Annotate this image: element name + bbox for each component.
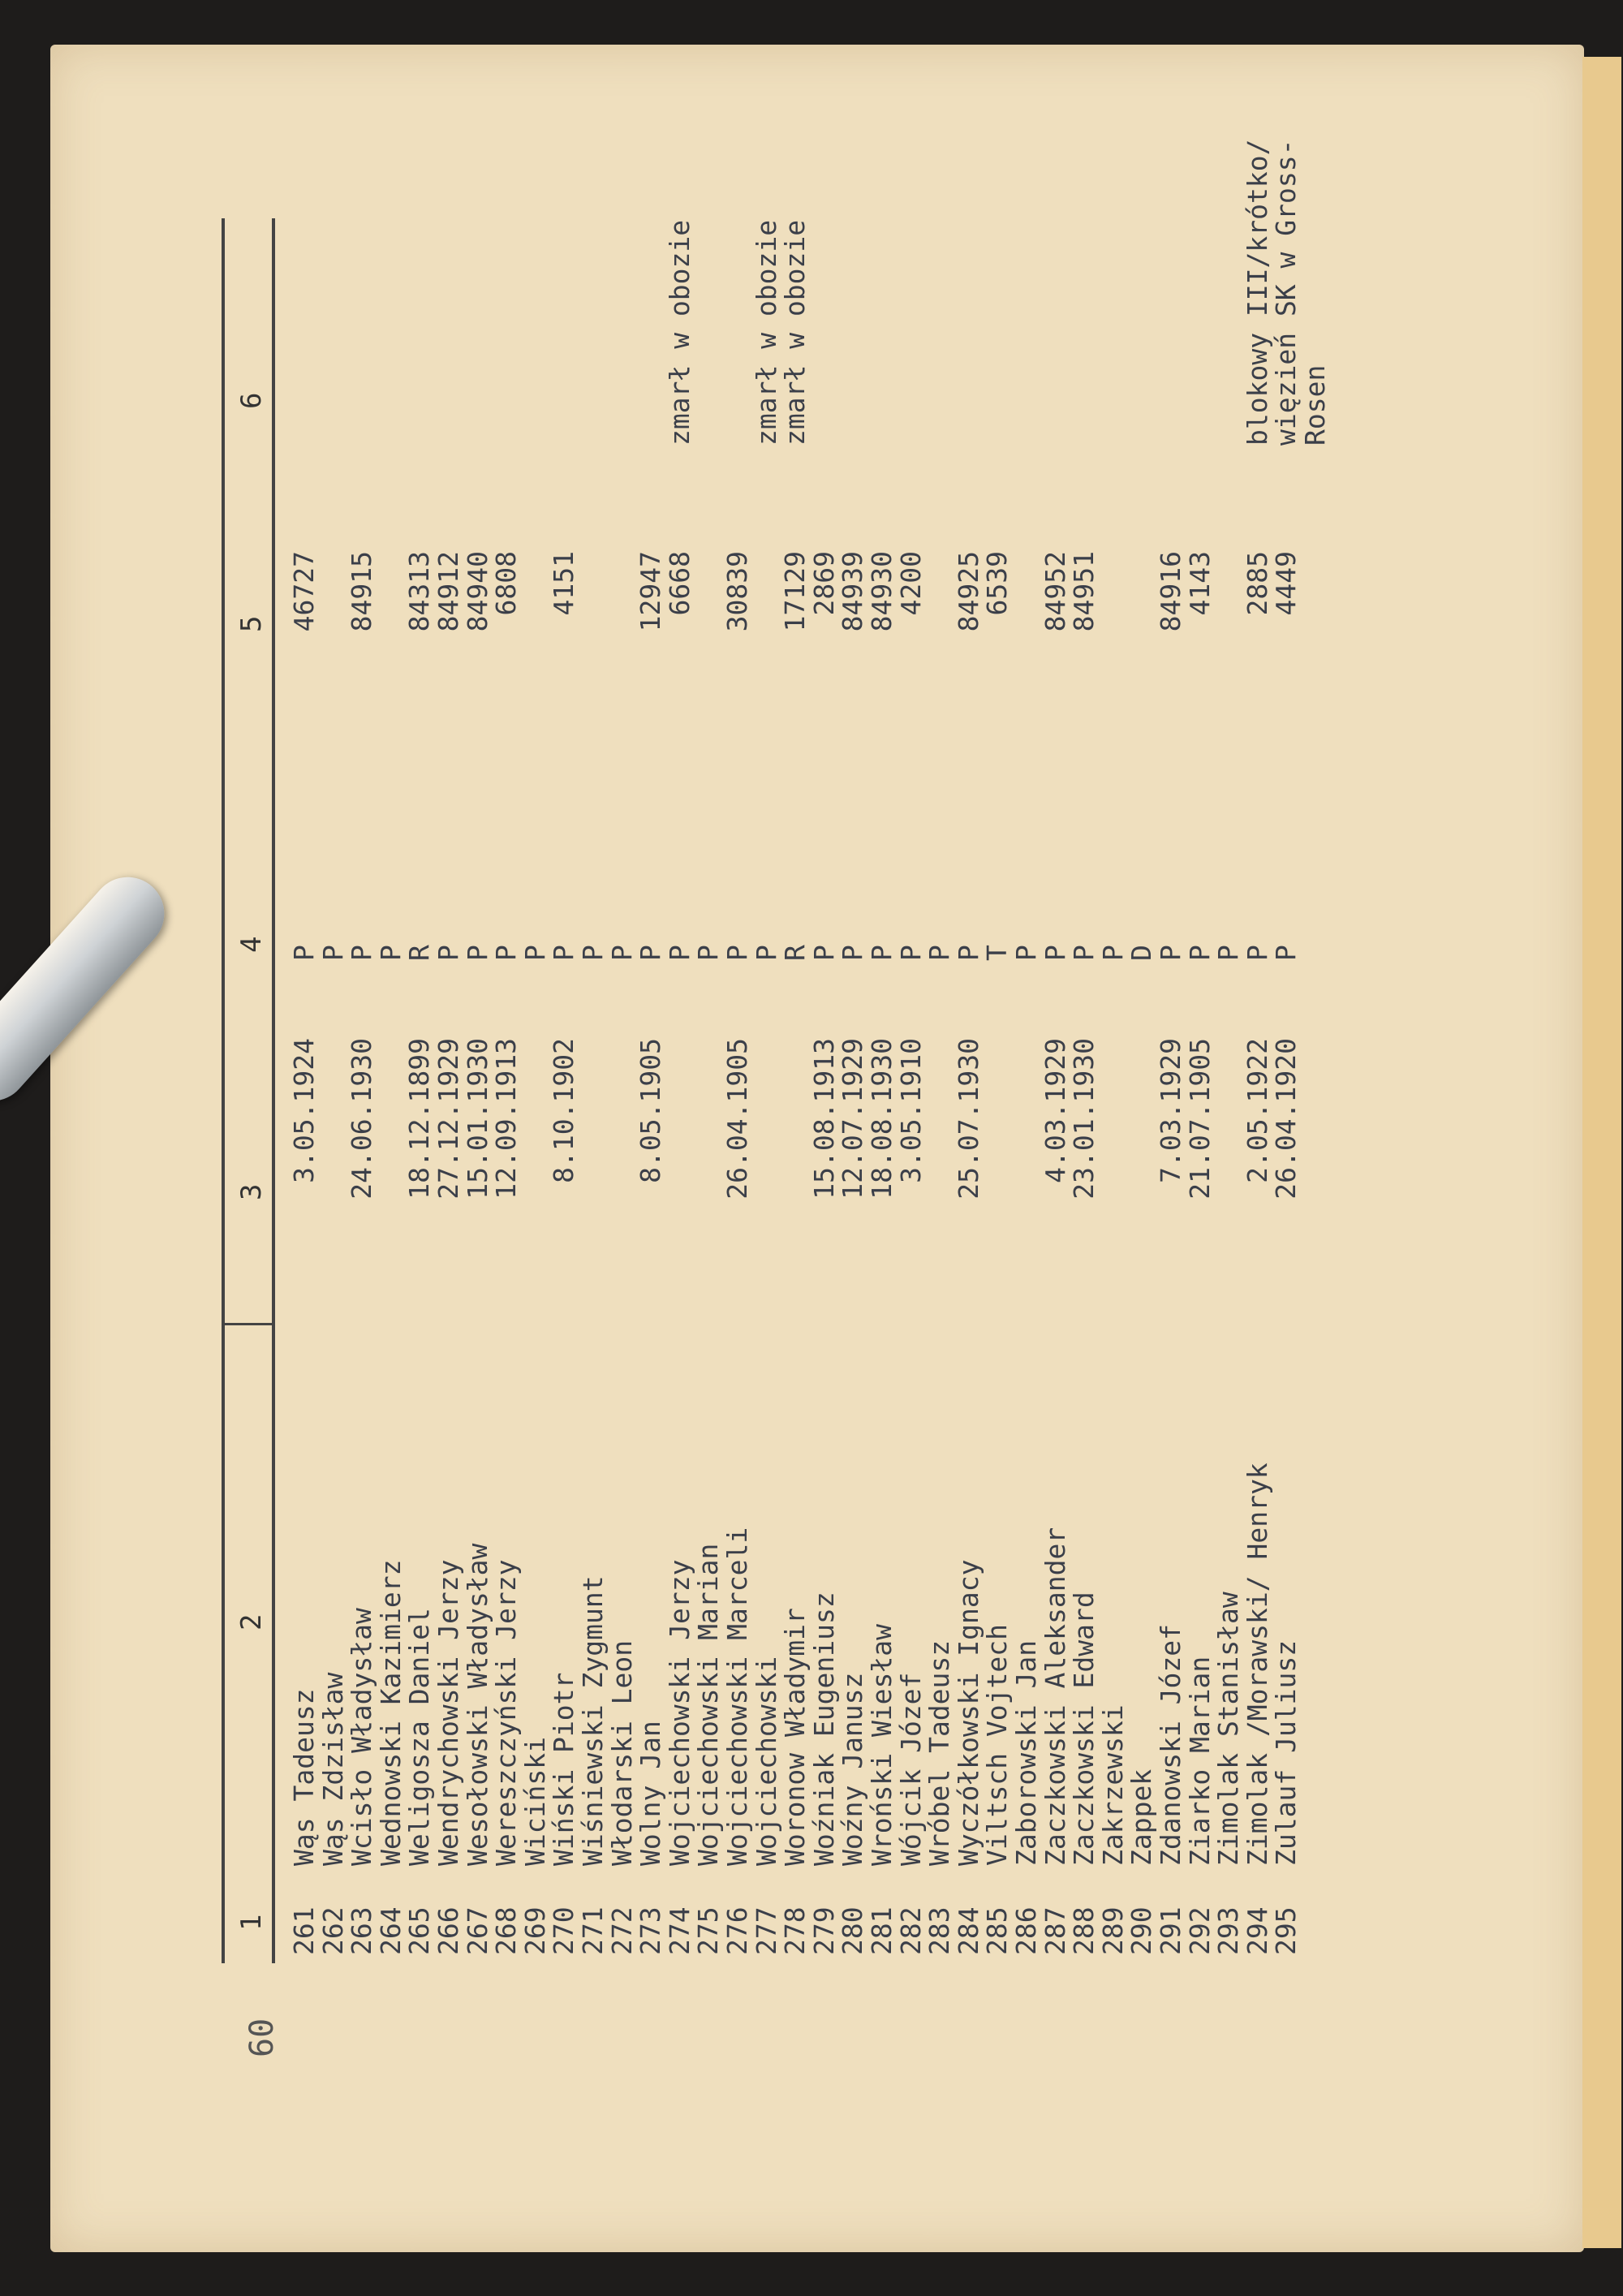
person-name: Wąs Zdzisław	[316, 1672, 349, 1866]
category: P	[721, 945, 753, 961]
row-number: 263	[346, 1906, 378, 1955]
category: P	[288, 945, 320, 961]
prisoner-number: 84952	[1039, 551, 1071, 632]
prisoner-number: 4200	[894, 551, 927, 616]
person-name: Wiński Piotr	[548, 1672, 580, 1866]
birth-date: 3.05.1924	[288, 1038, 320, 1183]
column-5-number: 5	[235, 615, 268, 632]
row-number: 275	[692, 1906, 725, 1955]
prisoner-number: 84912	[433, 551, 464, 632]
category: P	[605, 945, 638, 961]
category: P	[374, 945, 407, 961]
person-name: Woronow Władymir	[779, 1608, 812, 1866]
remarks: zmarł w obozie	[750, 219, 782, 446]
category: P	[807, 945, 840, 961]
category: P	[1068, 945, 1100, 961]
prisoner-number: 84313	[403, 551, 436, 632]
birth-date: 24.06.1930	[346, 1038, 378, 1200]
person-name: Weligosza Daniel	[403, 1608, 436, 1866]
row-number: 271	[577, 1906, 609, 1955]
prisoner-number: 4143	[1183, 551, 1216, 616]
person-name: Wojciechowski Marceli	[721, 1527, 753, 1866]
row-number: 291	[1155, 1906, 1186, 1955]
row-number: 276	[721, 1906, 753, 1955]
remarks: Rosen	[1299, 364, 1331, 446]
row-number: 292	[1183, 1906, 1216, 1955]
category: P	[692, 945, 725, 961]
row-number: 264	[374, 1906, 407, 1955]
prisoner-number: 84930	[866, 551, 898, 632]
prisoner-number: 84951	[1068, 551, 1100, 632]
prisoner-number: 4151	[548, 551, 580, 616]
person-name: Viltsch Vojtech	[981, 1623, 1014, 1866]
column-6-number: 6	[235, 392, 268, 409]
category: P	[894, 945, 927, 961]
category: T	[981, 945, 1014, 961]
row-number: 290	[1126, 1906, 1158, 1955]
category: P	[1270, 945, 1302, 961]
row-number: 285	[981, 1906, 1014, 1955]
row-number: 268	[490, 1906, 523, 1955]
row-number: 288	[1068, 1906, 1100, 1955]
person-name: Wroński Wiesław	[866, 1623, 898, 1866]
prisoner-number: 2885	[1241, 551, 1273, 616]
category: R	[403, 945, 436, 961]
person-name: Wojciechowski Marian	[692, 1543, 725, 1866]
remarks: zmarł w obozie	[779, 219, 812, 446]
birth-date: 26.04.1920	[1270, 1038, 1302, 1200]
remarks: więzień SK w Gross-	[1270, 139, 1302, 446]
prisoner-number: 84915	[346, 551, 378, 632]
birth-date: 15.08.1913	[807, 1038, 840, 1200]
prisoner-number: 84916	[1155, 551, 1186, 632]
category: P	[952, 945, 984, 961]
row-number: 287	[1039, 1906, 1071, 1955]
category: P	[1010, 945, 1042, 961]
row-number: 279	[807, 1906, 840, 1955]
row-number: 277	[750, 1906, 782, 1955]
birth-date: 18.08.1930	[866, 1038, 898, 1200]
header-divider	[222, 1323, 272, 1325]
prisoner-number: 4449	[1270, 551, 1302, 616]
birth-date: 18.12.1899	[403, 1038, 436, 1200]
row-number: 293	[1212, 1906, 1245, 1955]
row-number: 284	[952, 1906, 984, 1955]
prisoner-number: 12947	[635, 551, 667, 632]
row-number: 269	[519, 1906, 551, 1955]
birth-date: 12.07.1929	[837, 1038, 869, 1200]
category: P	[1155, 945, 1186, 961]
person-name: Wolny Jan	[635, 1721, 667, 1866]
person-name: Wojciechowski	[750, 1656, 782, 1866]
row-number: 265	[403, 1906, 436, 1955]
birth-date: 23.01.1930	[1068, 1038, 1100, 1200]
category: R	[779, 945, 812, 961]
category: P	[1212, 945, 1245, 961]
prisoner-number: 6808	[490, 551, 523, 616]
person-name: Ziarko Marian	[1183, 1656, 1216, 1866]
person-name: Wróbel Tadeusz	[923, 1639, 956, 1866]
row-number: 267	[461, 1906, 493, 1955]
birth-date: 15.01.1930	[461, 1038, 493, 1200]
person-name: Zaczkowski Edward	[1068, 1592, 1100, 1866]
table-header-rule-top	[222, 218, 225, 1963]
category: P	[519, 945, 551, 961]
birth-date: 4.03.1929	[1039, 1038, 1071, 1183]
column-1-number: 1	[235, 1914, 268, 1931]
category: P	[1183, 945, 1216, 961]
column-3-number: 3	[235, 1183, 268, 1200]
row-number: 278	[779, 1906, 812, 1955]
person-name: Zappek	[1126, 1768, 1158, 1866]
person-name: Wojciechowski Jerzy	[663, 1559, 695, 1866]
prisoner-number: 6539	[981, 551, 1014, 616]
birth-date: 21.07.1905	[1183, 1038, 1216, 1200]
category: P	[577, 945, 609, 961]
row-number: 281	[866, 1906, 898, 1955]
birth-date: 3.05.1910	[894, 1038, 927, 1183]
prisoner-number: 84925	[952, 551, 984, 632]
category: P	[1241, 945, 1273, 961]
category: P	[316, 945, 349, 961]
row-number: 295	[1270, 1906, 1302, 1955]
prisoner-number: 84939	[837, 551, 869, 632]
person-name: Wesołowski Władysław	[461, 1543, 493, 1866]
row-number: 280	[837, 1906, 869, 1955]
row-number: 261	[288, 1906, 320, 1955]
remarks: zmarł w obozie	[663, 219, 695, 446]
category: P	[490, 945, 523, 961]
birth-date: 27.12.1929	[433, 1038, 464, 1200]
category: P	[923, 945, 956, 961]
person-name: Wendrychowski Jerzy	[433, 1559, 464, 1866]
birth-date: 26.04.1905	[721, 1038, 753, 1200]
row-number: 270	[548, 1906, 580, 1955]
column-2-number: 2	[235, 1613, 268, 1630]
row-number: 286	[1010, 1906, 1042, 1955]
person-name: Zimolak /Morawski/ Henryk	[1241, 1462, 1273, 1866]
remarks: blokowy III/krótko/	[1241, 139, 1273, 446]
row-number: 272	[605, 1906, 638, 1955]
column-4-number: 4	[235, 936, 268, 953]
birth-date: 7.03.1929	[1155, 1038, 1186, 1183]
person-name: Wąs Tadeusz	[288, 1688, 320, 1866]
birth-date: 2.05.1922	[1241, 1038, 1273, 1183]
person-name: Zulauf Juliusz	[1270, 1639, 1302, 1866]
category: P	[750, 945, 782, 961]
birth-date: 25.07.1930	[952, 1038, 984, 1200]
prisoner-number: 2869	[807, 551, 840, 616]
row-number: 274	[663, 1906, 695, 1955]
person-name: Woźny Janusz	[837, 1672, 869, 1866]
prisoner-number: 30839	[721, 551, 753, 632]
person-name: Wereszczyński Jerzy	[490, 1559, 523, 1866]
category: P	[837, 945, 869, 961]
row-number: 262	[316, 1906, 349, 1955]
row-number: 266	[433, 1906, 464, 1955]
category: P	[1096, 945, 1129, 961]
person-name: Wyczółkowski Ignacy	[952, 1559, 984, 1866]
person-name: Włodarski Leon	[605, 1639, 638, 1866]
category: P	[663, 945, 695, 961]
person-name: Zaborowski Jan	[1010, 1639, 1042, 1866]
prisoner-number: 6668	[663, 551, 695, 616]
person-name: Wiśniewski Zygmunt	[577, 1575, 609, 1866]
category: P	[635, 945, 667, 961]
row-number: 283	[923, 1906, 956, 1955]
person-name: Woźniak Eugeniusz	[807, 1592, 840, 1866]
person-name: Wcisło Władysław	[346, 1608, 378, 1866]
category: D	[1126, 945, 1158, 961]
prisoner-number: 46727	[288, 551, 320, 632]
person-name: Wednowski Kazimierz	[374, 1559, 407, 1866]
person-name: Wójcik Józef	[894, 1672, 927, 1866]
row-number: 282	[894, 1906, 927, 1955]
person-name: Wiciński	[519, 1737, 551, 1866]
page-number: 60	[243, 2018, 281, 2057]
prisoner-number: 84940	[461, 551, 493, 632]
category: P	[548, 945, 580, 961]
birth-date: 12.09.1913	[490, 1038, 523, 1200]
table-header-rule-bottom	[272, 218, 275, 1963]
person-name: Zakrzewski	[1096, 1704, 1129, 1866]
category: P	[866, 945, 898, 961]
birth-date: 8.10.1902	[548, 1038, 580, 1183]
category: P	[1039, 945, 1071, 961]
birth-date: 8.05.1905	[635, 1038, 667, 1183]
category: P	[433, 945, 464, 961]
row-number: 294	[1241, 1906, 1273, 1955]
person-name: Zaczkowski Aleksander	[1039, 1527, 1071, 1866]
category: P	[461, 945, 493, 961]
prisoner-number: 17129	[779, 551, 812, 632]
person-name: Zimolak Stanisław	[1212, 1592, 1245, 1866]
person-name: Zdanowski Józef	[1155, 1623, 1186, 1866]
category: P	[346, 945, 378, 961]
row-number: 289	[1096, 1906, 1129, 1955]
row-number: 273	[635, 1906, 667, 1955]
